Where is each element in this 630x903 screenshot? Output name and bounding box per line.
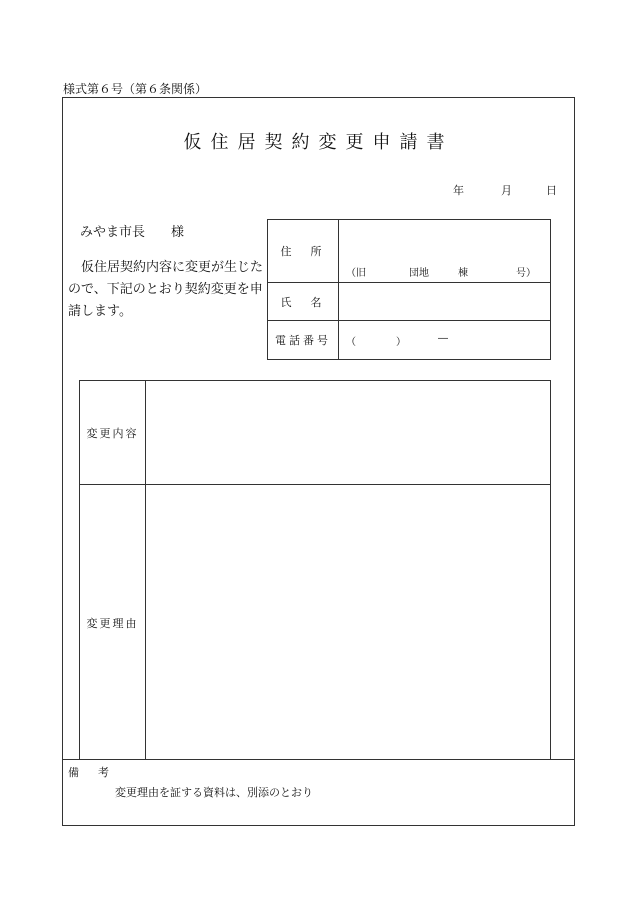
change-content-row [80, 381, 550, 485]
address-old-label: （旧 [346, 268, 366, 279]
address-danchi-label: 団地 [409, 268, 429, 279]
phone-close-paren: ） [396, 337, 406, 348]
address-label: 住 所 [268, 220, 339, 282]
application-statement: 仮住居契約内容に変更が生じたので、下記のとおり契約変更を申請します。 [68, 260, 264, 319]
addressee: みやま市長 様 [80, 225, 185, 240]
change-content-label: 変更内容 [80, 381, 146, 484]
form-number: 様式第６号（第６条関係） [63, 82, 208, 96]
name-row [268, 283, 550, 321]
change-reason-label: 変更理由 [80, 485, 146, 760]
remarks-divider [62, 759, 575, 760]
change-reason-row [80, 485, 550, 760]
phone-dash: ― [438, 333, 448, 344]
address-room-label: 号） [516, 268, 536, 279]
date-month-label: 月 [501, 184, 512, 197]
applicant-table [267, 219, 551, 360]
phone-label: 電話番号 [268, 321, 339, 359]
remarks-text: 変更理由を証する資料は、別添のとおり [115, 786, 313, 799]
date-day-label: 日 [546, 184, 557, 197]
address-building-label: 棟 [458, 268, 468, 279]
form-title: 仮住居契約変更申請書 [183, 132, 454, 153]
phone-row [268, 321, 550, 359]
phone-open-paren: （ [346, 337, 356, 348]
date-year-label: 年 [453, 184, 464, 197]
change-details-table [79, 380, 551, 760]
address-row [268, 220, 550, 283]
name-label: 氏 名 [268, 283, 339, 320]
remarks-label: 備 考 [68, 766, 113, 779]
